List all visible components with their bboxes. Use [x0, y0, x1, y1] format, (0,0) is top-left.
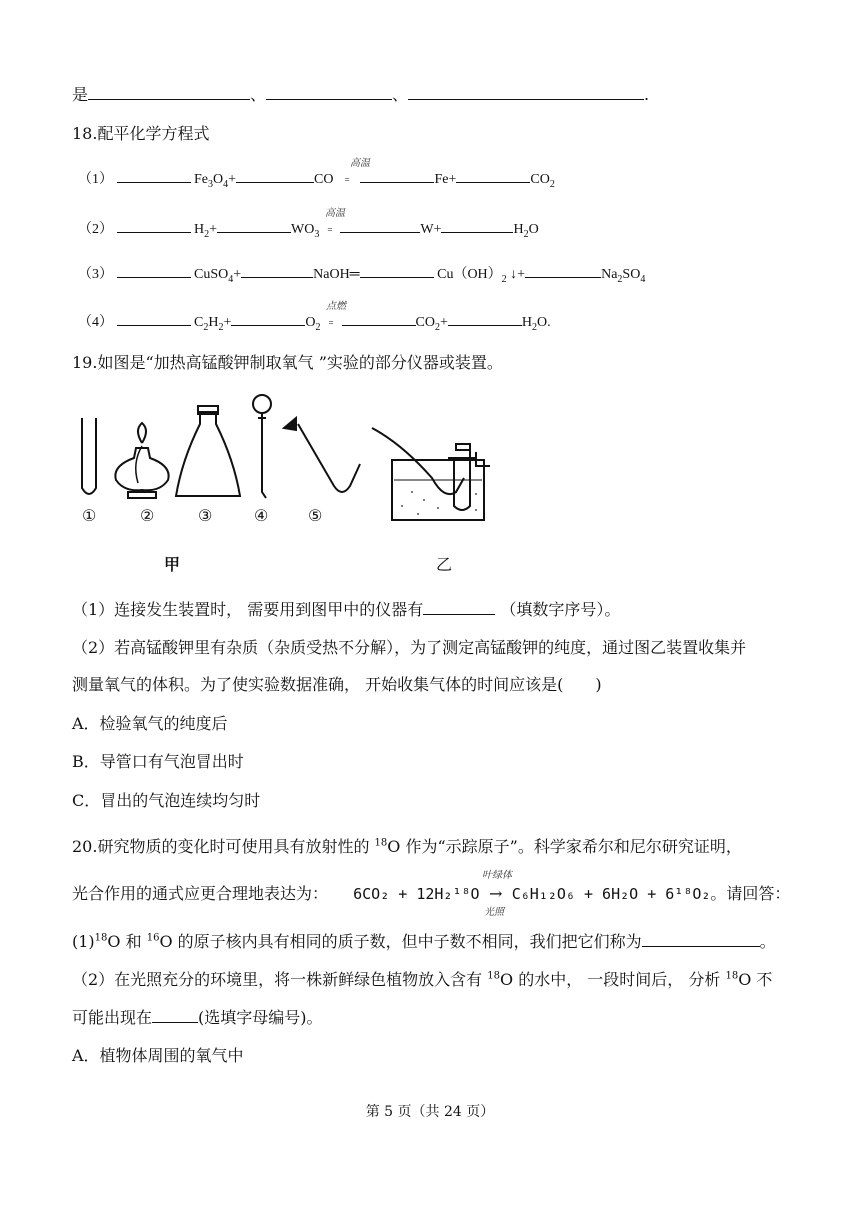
coefficient-blank[interactable]: [342, 311, 416, 326]
delivery-tube-icon: [284, 418, 360, 492]
reaction-condition-top: 叶绿体: [482, 870, 512, 881]
coefficient-blank[interactable]: [236, 168, 314, 183]
figure-label-4: ④: [254, 506, 269, 525]
q19-part2-line2: 测量氧气的体积。为了使实验数据准确， 开始收集气体的时间应该是( ): [72, 675, 602, 694]
photosynthesis-equation-right: C₆H₁₂O₆ + 6H₂O + 6¹⁸O₂: [511, 885, 711, 903]
group-label-jia: 甲: [164, 555, 181, 574]
answer-blank[interactable]: [423, 600, 495, 615]
figure-label-1: ①: [82, 506, 97, 525]
equation-1: （1） $Fe_3O_4+$ CO = $Fe+ CO_2$: [78, 168, 555, 190]
option-b[interactable]: B．导管口有气泡冒出时: [72, 752, 244, 771]
separator: 、: [250, 85, 267, 104]
alcohol-lamp-icon: [115, 423, 168, 498]
coefficient-blank[interactable]: [117, 168, 191, 183]
coefficient-blank[interactable]: [456, 168, 530, 183]
page-footer: 第 5 页（共 24 页）: [365, 1104, 495, 1120]
equation-2: （2） $H_2+ WO_3 = W+ H_2O$: [78, 218, 539, 240]
answer-blank[interactable]: [408, 85, 644, 100]
reaction-arrow: →: [488, 884, 503, 903]
q19-part1: （1）连接发生装置时， 需要用到图甲中的仪器有 （填数字序号）。: [72, 600, 621, 619]
coefficient-blank[interactable]: [448, 311, 522, 326]
equation-3: （3） CuSO$_4$+ NaOH═ $Cu(OH)_2$ ↓+ $Na_2SO_4$: [78, 263, 645, 285]
q20-stem-line1: 20.研究物质的变化时可使用具有放射性的 $^{18}$O 作为“示踪原子”。科学家希尔和尼尔研究证明，: [72, 837, 742, 856]
water-trough-icon: [372, 428, 490, 520]
q20-part2-line1: （2）在光照充分的环境里，将一株新鲜绿色植物放入含有 $^{18}$O 的水中， 一段时间后， 分析 $^{18}$O 不: [72, 970, 773, 989]
answer-blank[interactable]: [266, 85, 392, 100]
figure-label-3: ③: [198, 506, 213, 525]
condition-label: 高温: [325, 208, 345, 219]
coefficient-blank[interactable]: [117, 263, 191, 278]
q20-option-a[interactable]: A．植物体周围的氧气中: [72, 1046, 244, 1065]
equation-number: （1）: [78, 172, 113, 187]
line-end: .: [644, 85, 650, 104]
q18-title: 18.配平化学方程式: [72, 124, 210, 143]
option-a[interactable]: A．检验氧气的纯度后: [72, 714, 228, 733]
funnel-icon: [253, 395, 271, 498]
equals-sign: =: [328, 318, 334, 328]
q20-part2-line2: 可能出现在 (选填字母编号)。: [72, 1008, 323, 1027]
equation-4: （4） $C_2H_2+ O_2 = CO_2+ H_2O$.: [78, 311, 551, 333]
apparatus-figure: [72, 388, 502, 578]
separator: 、: [392, 85, 409, 104]
answer-blank[interactable]: [88, 85, 250, 100]
q19-stem: 19.如图是“加热高锰酸钾制取氧气 ”实验的部分仪器或装置。: [72, 353, 503, 372]
coefficient-blank[interactable]: [217, 218, 291, 233]
figure-label-2: ②: [140, 506, 155, 525]
equals-sign: =: [344, 175, 350, 185]
group-label-yi: 乙: [436, 555, 453, 574]
answer-blank[interactable]: [642, 932, 760, 947]
coefficient-blank[interactable]: [441, 218, 513, 233]
coefficient-blank[interactable]: [117, 218, 191, 233]
top-prefix: 是: [72, 85, 89, 104]
option-c[interactable]: C．冒出的气泡连续均匀时: [72, 791, 261, 810]
equation-number: （3）: [78, 267, 113, 282]
q20-stem-line2: 光合作用的通式应更合理地表达为： 6CO₂ + 12H₂¹⁸O → C₆H₁₂O₆ + 6H₂O + 6¹⁸O₂。请回答：: [72, 884, 791, 903]
equation-number: （2）: [78, 222, 113, 237]
condition-label: 高温: [350, 158, 370, 169]
q20-part1: $(1)^{18}O$ 和 $^{16}$O 的原子核内具有相同的质子数，但中子数不相同，我们把它们称为 。: [72, 932, 776, 951]
coefficient-blank[interactable]: [340, 218, 420, 233]
equation-number: （4）: [78, 315, 113, 330]
coefficient-blank[interactable]: [117, 311, 191, 326]
figure-label-5: ⑤: [308, 506, 323, 525]
coefficient-blank[interactable]: [360, 168, 434, 183]
top-answer-line: [72, 82, 649, 105]
coefficient-blank[interactable]: [360, 263, 434, 278]
coefficient-blank[interactable]: [231, 311, 305, 326]
condition-label: 点燃: [326, 301, 346, 312]
answer-blank[interactable]: [152, 1008, 198, 1023]
test-tube-icon: [82, 418, 96, 494]
photosynthesis-equation-left: 6CO₂ + 12H₂¹⁸O: [353, 885, 480, 903]
coefficient-blank[interactable]: [241, 263, 313, 278]
flask-icon: [176, 412, 240, 496]
reaction-condition-bottom: 光照: [484, 907, 504, 918]
coefficient-blank[interactable]: [525, 263, 601, 278]
q19-part2-line1: （2）若高锰酸钾里有杂质（杂质受热不分解），为了测定高锰酸钾的纯度，通过图乙装置收集并: [72, 638, 747, 657]
equals-sign: =: [327, 225, 333, 235]
